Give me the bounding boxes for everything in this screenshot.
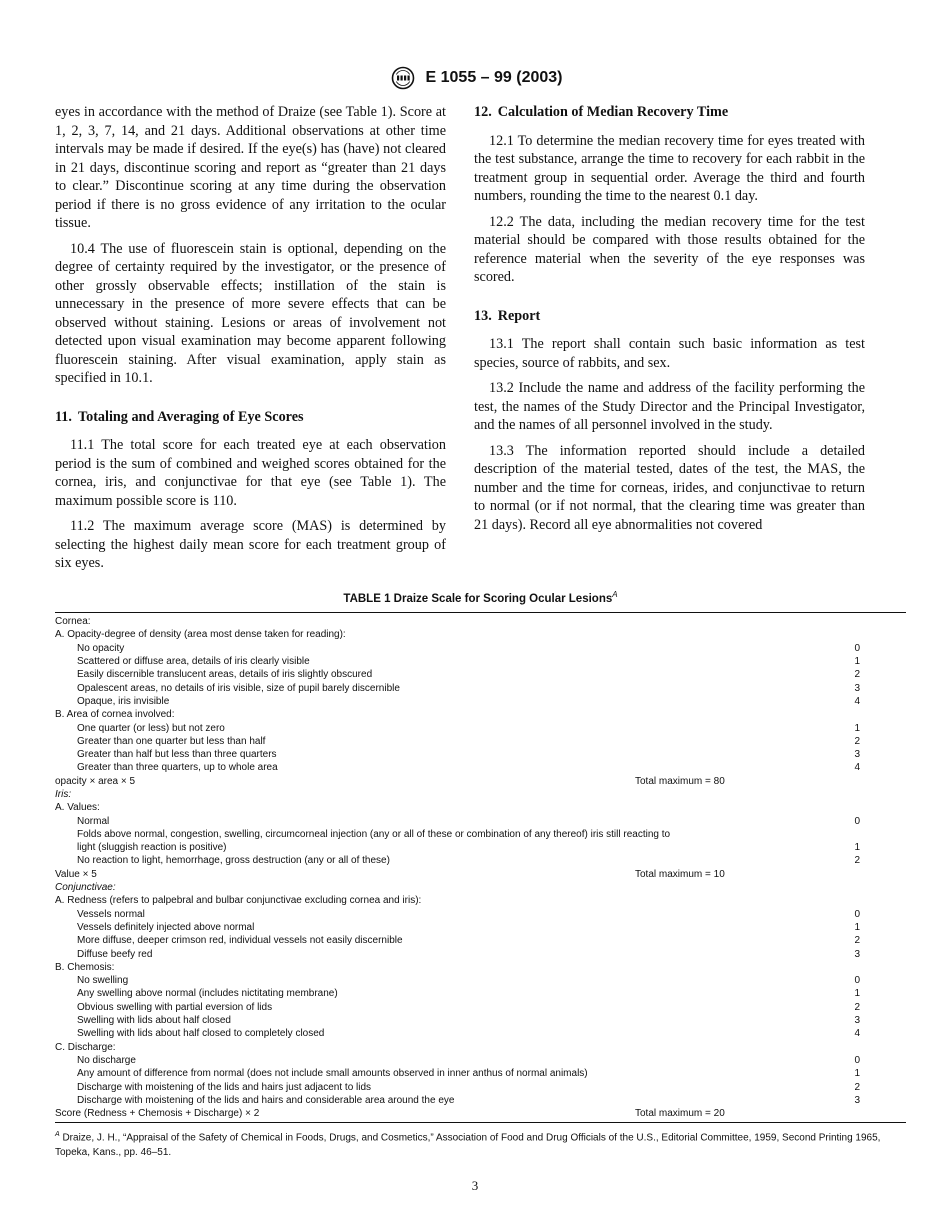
row-label: Folds above normal, congestion, swelling, circumcorneal injection (any or all of these or combination of any thereof) iris still reacting to — [77, 828, 671, 840]
row-label: light (sluggish reaction is positive) — [77, 842, 227, 854]
row-score: 2 — [854, 669, 860, 681]
table-row — [55, 948, 906, 961]
table-row — [55, 828, 906, 841]
table-row — [55, 1054, 906, 1067]
row-score: 1 — [854, 842, 860, 854]
paragraph-11-1: 11.1 The total score for each treated eye at each observation period is the sum of combined and weighed scores obtained for the cornea, iris, and conjunctivae for that eye (see Table 1). The maximum possible score is 110. — [55, 437, 446, 509]
row-label: No discharge — [77, 1054, 136, 1066]
row-score: 0 — [854, 1054, 860, 1066]
draize-table — [55, 588, 906, 1160]
row-label: opacity × area × 5 — [55, 775, 136, 787]
paragraph-13-1: 13.1 The report shall contain such basic information as test species, source of rabbits, and sex. — [474, 336, 865, 371]
table-row — [55, 775, 906, 788]
footnote-text: Draize, J. H., “Appraisal of the Safety of Chemical in Foods, Drugs, and Cosmetics,” Association of Food and Drug Officials of the U.S., Editorial Committee, 1959, Second Printing 1965, Topeka, Kans., pp. 46–51. — [55, 1132, 881, 1158]
row-score: 0 — [854, 975, 860, 987]
row-score: 1 — [854, 988, 860, 1000]
row-label: B. Area of cornea involved: — [55, 709, 175, 721]
table-row — [55, 668, 906, 681]
table-row — [55, 1041, 906, 1054]
table-row — [55, 615, 906, 628]
astm-logo — [388, 66, 418, 90]
table-row — [55, 1027, 906, 1040]
table-row — [55, 961, 906, 974]
table-row — [55, 815, 906, 828]
row-label: No opacity — [77, 642, 125, 654]
row-label: Value × 5 — [55, 868, 97, 880]
table-title-footnote-marker: A — [612, 590, 618, 599]
row-score: 2 — [854, 935, 860, 947]
paragraph-13-2: 13.2 Include the name and address of the facility performing the test, the names of the Study Director and the Principal Investigator, and the names of all personnel involved in the study. — [474, 380, 865, 433]
row-score: 0 — [854, 815, 860, 827]
row-score: 2 — [854, 1081, 860, 1093]
row-score: 2 — [854, 855, 860, 867]
row-score: 1 — [854, 921, 860, 933]
section-11-heading — [55, 408, 446, 427]
table-row — [55, 748, 906, 761]
section-title: Totaling and Averaging of Eye Scores — [77, 408, 304, 425]
row-label: A. Opacity-degree of density (area most dense taken for reading): — [55, 629, 346, 641]
page-number: 3 — [471, 1178, 479, 1193]
table-body — [55, 613, 906, 1122]
row-label: Discharge with moistening of the lids and hairs just adjacent to lids — [77, 1081, 372, 1093]
row-label: B. Chemosis: — [55, 961, 115, 973]
table-row — [55, 841, 906, 854]
row-label: A. Redness (refers to palpebral and bulbar conjunctivae excluding cornea and iris): — [55, 895, 422, 907]
page-header — [0, 66, 950, 92]
row-score: 3 — [854, 948, 860, 960]
row-score: 0 — [854, 642, 860, 654]
paragraph-12-2: 12.2 The data, including the median recovery time for the test material should be compared with those results obtained for the reference material when the severity of the eye responses was scored. — [474, 213, 865, 285]
table-row — [55, 708, 906, 721]
footnote-marker: A — [55, 1131, 60, 1139]
row-label: Score (Redness + Chemosis + Discharge) × 2 — [55, 1108, 260, 1120]
paragraph-10-3-continued: eyes in accordance with the method of Draize (see Table 1). Score at 1, 2, 3, 7, 14, and 21 days. Additional observations at other time intervals may be made if desired. If the eye(s) has (have) not cleared in 21 days, discontinue scoring and report as “greater than 21 days to clear.” Discontinue scoring at any time during the observation period if there is no gross evidence of any irritation to the ocular tissue. — [55, 104, 446, 231]
table-row — [55, 894, 906, 907]
section-number: 11. — [55, 408, 72, 425]
table-bottom-rule — [55, 1122, 906, 1123]
row-label: No reaction to light, hemorrhage, gross destruction (any or all of these) — [77, 855, 390, 867]
row-label: Swelling with lids about half closed — [77, 1015, 231, 1027]
row-score: 4 — [854, 695, 860, 707]
row-score: 4 — [854, 1028, 860, 1040]
row-score: 1 — [854, 722, 860, 734]
row-label: C. Discharge: — [55, 1041, 116, 1053]
row-label: Opaque, iris invisible — [77, 695, 170, 707]
table-row — [55, 655, 906, 668]
table-row — [55, 868, 906, 881]
document-designation: E 1055 – 99 (2003) — [425, 69, 563, 86]
row-label: Conjunctivae: — [55, 882, 116, 894]
section-12-heading — [474, 103, 865, 122]
table-row — [55, 642, 906, 655]
table-row — [55, 908, 906, 921]
row-label: Opalescent areas, no details of iris visible, size of pupil barely discernible — [77, 682, 400, 694]
table-row — [55, 761, 906, 774]
row-label: One quarter (or less) but not zero — [77, 722, 225, 734]
table-row — [55, 854, 906, 867]
row-total-maximum: Total maximum = 20 — [635, 1108, 725, 1120]
right-column — [474, 103, 865, 541]
row-score: 3 — [854, 1015, 860, 1027]
row-score: 1 — [854, 1068, 860, 1080]
table-row — [55, 921, 906, 934]
table-row — [55, 1067, 906, 1080]
table-row — [55, 1081, 906, 1094]
table-row — [55, 987, 906, 1000]
row-label: Vessels normal — [77, 908, 145, 920]
paragraph-11-2: 11.2 The maximum average score (MAS) is determined by selecting the highest daily mean score for each treatment group of six eyes. — [55, 518, 446, 571]
table-row — [55, 974, 906, 987]
row-score: 3 — [854, 749, 860, 761]
table-row — [55, 735, 906, 748]
row-label: Iris: — [55, 788, 72, 800]
left-column — [55, 103, 446, 580]
row-label: Vessels definitely injected above normal — [77, 921, 255, 933]
row-score: 4 — [854, 762, 860, 774]
table-row — [55, 682, 906, 695]
row-label: Diffuse beefy red — [77, 948, 153, 960]
row-label: Greater than three quarters, up to whole area — [77, 762, 278, 774]
table-row — [55, 1014, 906, 1027]
paragraph-13-3: 13.3 The information reported should include a detailed description of the material tested, dates of the test, the MAS, the number and the time for corneas, irides, and conjunctivae to return to normal (or if not normal, that the clearing time was greater than 21 days). Record all eye abnormalities not covered — [474, 442, 865, 533]
row-label: Swelling with lids about half closed to completely closed — [77, 1028, 325, 1040]
row-label: Any swelling above normal (includes nictitating membrane) — [77, 988, 338, 1000]
row-label: Any amount of difference from normal (does not include small amounts observed in inner anthus of normal animals) — [77, 1068, 588, 1080]
table-row — [55, 628, 906, 641]
row-score: 2 — [854, 735, 860, 747]
row-label: Cornea: — [55, 616, 91, 628]
row-score: 3 — [854, 682, 860, 694]
section-number: 12. — [474, 104, 492, 120]
row-total-maximum: Total maximum = 80 — [635, 775, 725, 787]
row-label: Scattered or diffuse area, details of iris clearly visible — [77, 656, 310, 668]
row-score: 3 — [854, 1094, 860, 1106]
table-footnote — [55, 1128, 906, 1159]
row-label: No swelling — [77, 975, 129, 987]
section-title: Calculation of Median Recovery Time — [497, 104, 729, 120]
table-row — [55, 695, 906, 708]
paragraph-12-1: 12.1 To determine the median recovery time for eyes treated with the test substance, arrange the time to recovery for each rabbit in the treatment group in sequential order. Average the third and fourth numbers, rounding the time to the nearest 0.1 day. — [474, 132, 865, 204]
paragraph-10-4: 10.4 The use of fluorescein stain is optional, depending on the degree of certainty required by the investigator, or the presence of other grossly observable effects; instillation of the stain is unnecessary in the presence of more severe effects that can be observed without staining. Lesions or areas of involvement not detected upon visual examination may become apparent following fluorescein staining. After visual examination, apply stain as specified in 10.1. — [55, 240, 446, 386]
table-row — [55, 722, 906, 735]
section-title: Report — [497, 307, 541, 324]
row-score: 1 — [854, 656, 860, 668]
row-label: Normal — [77, 815, 110, 827]
table-row — [55, 881, 906, 894]
row-label: Greater than one quarter but less than half — [77, 735, 266, 747]
table-row — [55, 934, 906, 947]
row-label: A. Values: — [55, 802, 100, 814]
table-row — [55, 1001, 906, 1014]
row-total-maximum: Total maximum = 10 — [635, 868, 725, 880]
row-label: Discharge with moistening of the lids and hairs and considerable area around the eye — [77, 1094, 455, 1106]
section-number: 13. — [474, 307, 492, 324]
table-row — [55, 1094, 906, 1107]
row-label: More diffuse, deeper crimson red, individual vessels not easily discernible — [77, 935, 403, 947]
table-row — [55, 801, 906, 814]
row-score: 0 — [854, 908, 860, 920]
table-title-text: TABLE 1 Draize Scale for Scoring Ocular Lesions — [343, 592, 613, 605]
row-label: Easily discernible translucent areas, details of iris slightly obscured — [77, 669, 373, 681]
table-row — [55, 788, 906, 801]
section-13-heading — [474, 307, 865, 326]
table-title — [55, 588, 906, 606]
row-label: Obvious swelling with partial eversion of lids — [77, 1001, 273, 1013]
table-row — [55, 1107, 906, 1120]
row-score: 2 — [854, 1001, 860, 1013]
row-label: Greater than half but less than three quarters — [77, 749, 277, 761]
